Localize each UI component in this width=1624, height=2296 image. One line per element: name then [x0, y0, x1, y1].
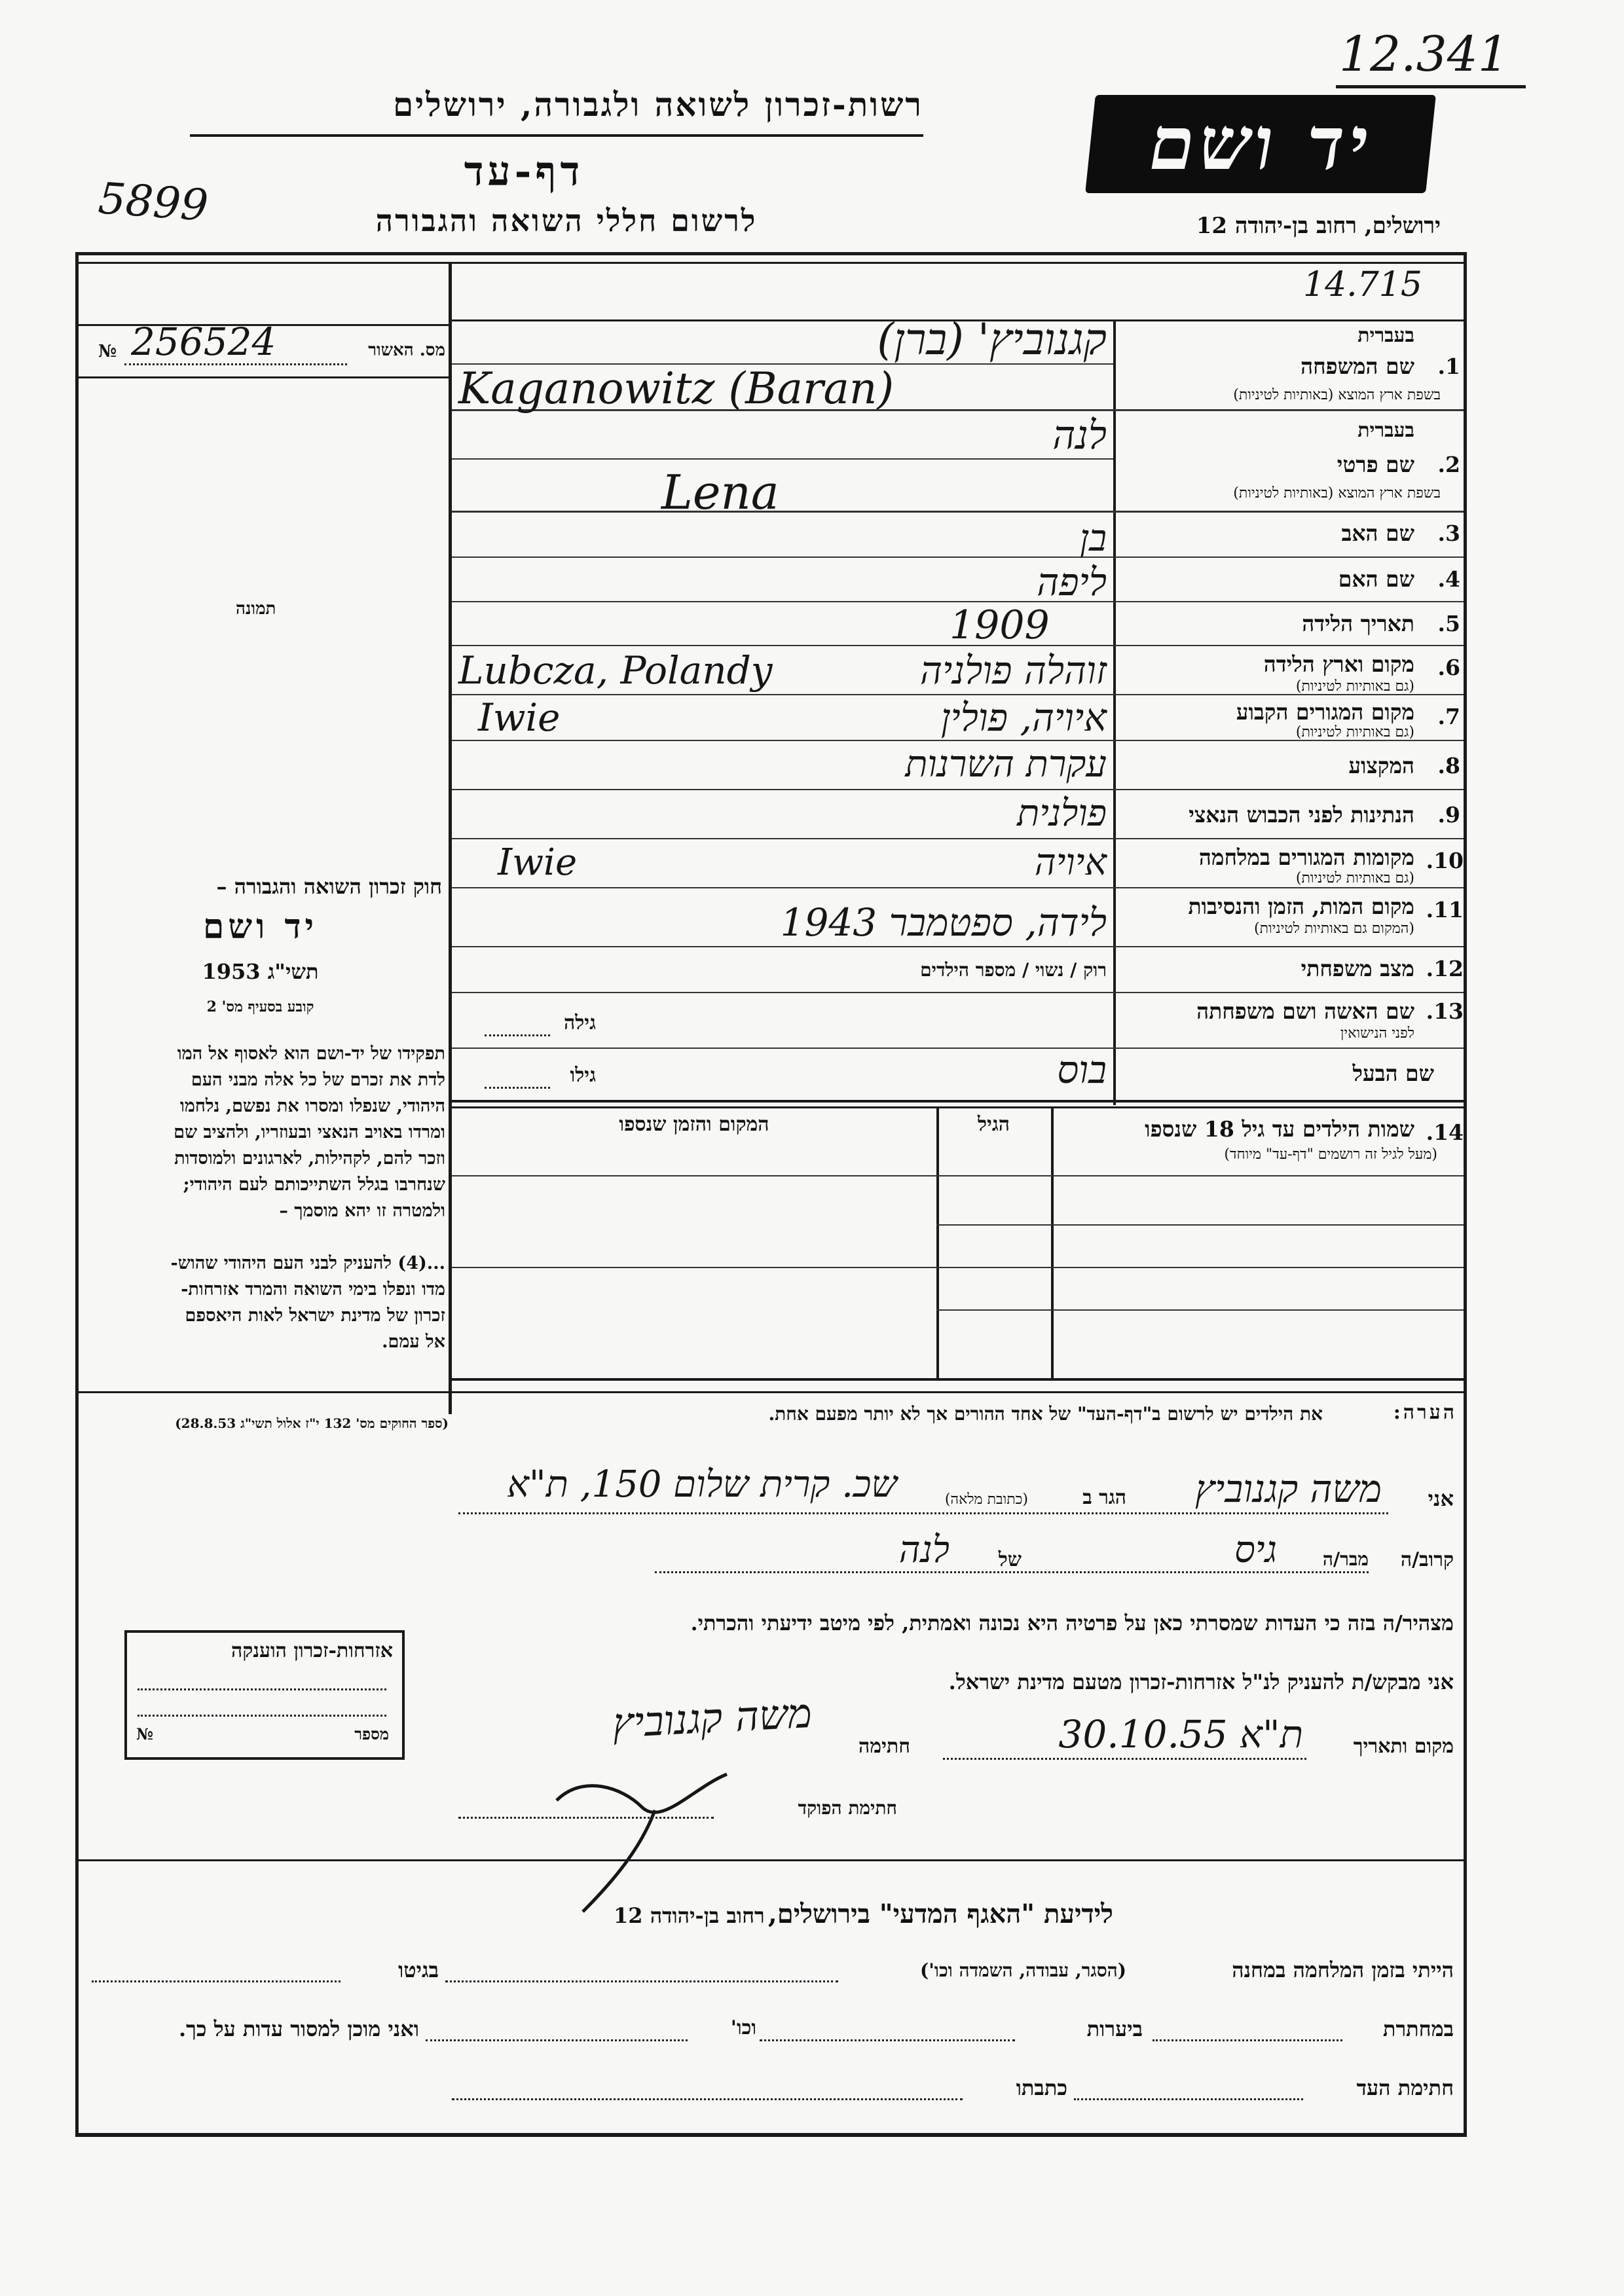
decl-officer-label: חתימת הפוקד — [798, 1797, 897, 1819]
law-paragraph-1 — [84, 1041, 445, 1224]
children-table-bottom — [452, 1378, 1464, 1381]
footer-line2-dots-3 — [426, 2039, 688, 2041]
label-column-divider — [1113, 319, 1116, 1105]
field-10-number: 10. — [1426, 848, 1464, 873]
law-p2-line: מדו ונפלו בימי השואה והמרד אזרחות- — [181, 1279, 445, 1300]
field-11-value: לידה, ספטמבר 1943 — [780, 900, 1107, 945]
field-10-value-latin: Iwie — [498, 841, 578, 884]
row-line — [452, 838, 1464, 839]
signature-flourish — [544, 1748, 753, 1918]
decl-address: שכ. קרית שלום 150, ת"א — [507, 1463, 897, 1506]
sheet-subtitle: לרשום חללי השואה והגבורה — [375, 203, 758, 238]
law-paragraph-2 — [84, 1250, 445, 1355]
law-p1-line: ולמטרה זו יהא מוסמך – — [279, 1201, 445, 1221]
field-1-script: בעברית — [1357, 324, 1414, 347]
children-place-col: המקום והזמן שנספו — [619, 1113, 769, 1136]
field-11-sub: (המקום גם באותיות לטיניות) — [1254, 920, 1414, 937]
field-11-label: מקום המות, הזמן והנסיבות — [1188, 894, 1414, 919]
decl-relation-options: מבר/ה — [1322, 1548, 1369, 1570]
frame-bottom — [75, 2133, 1467, 2137]
citizenship-no-sign: № — [136, 1724, 154, 1743]
frame-left — [75, 252, 79, 2136]
footer-line1-hint: (הסגר, עבודה, השמדה וכו') — [919, 1959, 1126, 1981]
field-10-sub: (גם באותיות לטיניות) — [1295, 870, 1414, 886]
children-row-line — [936, 1309, 1464, 1311]
field-1-label: שם המשפחה — [1301, 354, 1414, 379]
husband-age-label: גילו — [570, 1064, 596, 1087]
decl-relation-value: גיס — [1234, 1529, 1277, 1571]
footer-line2-dots — [1153, 2039, 1342, 2041]
decl-relation-dots — [655, 1571, 1369, 1573]
field-12-options: רוק / נשוי / מספר הילדים — [920, 959, 1107, 981]
field-13-number: 13. — [1426, 998, 1464, 1024]
frame-right — [1464, 252, 1467, 2136]
children-age-col: הגיל — [977, 1113, 1010, 1136]
file-number-underline — [1336, 85, 1526, 88]
field-4-label: שם האם — [1338, 566, 1414, 592]
footer-line1-dots — [445, 1980, 838, 1982]
footer-line3-dots — [1074, 2098, 1303, 2100]
citizenship-number-label: מספר — [354, 1724, 389, 1743]
approval-number: 256524 — [131, 319, 276, 364]
file-number: 12.341 — [1339, 26, 1509, 82]
footer-line2-dots-2 — [760, 2039, 1015, 2041]
law-p2-line: זכרון של מדינת ישראל לאות היאספם — [185, 1305, 445, 1326]
footer-line2-start: במחתרת — [1382, 2016, 1454, 2041]
law-p1-line: ומרדו באויב הנאצי ובעוזריו, ולהציב שם — [174, 1122, 445, 1142]
law-clause: קובע בסעיף מס' 2 — [206, 998, 314, 1015]
children-col-divider-1 — [936, 1106, 939, 1378]
yad-vashem-logo — [1085, 95, 1436, 193]
field-2-sub: בשפת ארץ המוצא (באותיות לטיניות) — [1233, 485, 1441, 501]
law-title: חוק זכרון השואה והגבורה – — [216, 874, 442, 899]
field-9-value: פולנית — [1017, 792, 1107, 835]
field-12-label: מצב משפחתי — [1301, 956, 1414, 981]
field-2-label: שם פרטי — [1337, 452, 1414, 477]
field-9-number: 9. — [1437, 802, 1460, 828]
law-p1-line: שנחרבו בגלל השתייכותם לעם היהודי; — [183, 1175, 445, 1195]
approval-label: מס. האשור — [368, 340, 445, 360]
frame-top-inner — [75, 262, 1467, 264]
footer-line2-etc: וכו' — [730, 2016, 756, 2039]
footer-line1-end: בגיטו — [398, 1958, 439, 1982]
footer-line2-end: ואני מוכן למסור עדות על כך. — [178, 2016, 419, 2041]
children-subheader: (מעל לגיל זה רושמים "דף-עד" מיוחד) — [1224, 1146, 1437, 1163]
footer-line1-dots-2 — [92, 1980, 341, 1982]
decl-signature-label: חתימה — [858, 1735, 910, 1758]
citizenship-box — [124, 1630, 405, 1760]
field-5-value: 1909 — [950, 602, 1050, 648]
field-12-number: 12. — [1426, 956, 1464, 981]
footer-line3-dots-2 — [452, 2098, 963, 2100]
children-row-line — [452, 1267, 1464, 1268]
sheet-title: דף-עד — [464, 147, 584, 195]
photo-label: תמונה — [236, 599, 276, 619]
children-row-line — [936, 1224, 1464, 1226]
row-line — [452, 789, 1464, 790]
footer-line3-end: כתבתו — [1016, 2075, 1067, 2100]
footer-line2-mid: ביערות — [1086, 2016, 1143, 2041]
law-p2-line: אל עמם. — [382, 1332, 445, 1352]
field-11-number: 11. — [1426, 897, 1464, 922]
children-col-divider-2 — [1051, 1106, 1054, 1378]
field-6-sub: (גם באותיות לטיניות) — [1295, 678, 1414, 695]
footer-top-line — [79, 1859, 1464, 1861]
decl-address-dots — [458, 1512, 1388, 1514]
footer-line1-start: הייתי בזמן המלחמה במחנה — [1232, 1958, 1454, 1982]
field-3-number: 3. — [1437, 520, 1460, 546]
header-address: ירושלים, רחוב בן-יהודה 12 — [1196, 213, 1441, 239]
field-5-label: תאריך הלידה — [1302, 611, 1414, 636]
children-number: 14. — [1426, 1120, 1464, 1145]
note-text: את הילדים יש לרשום ב"דף-העד" של אחד ההורים אך לא יותר מפעם אחת. — [768, 1403, 1323, 1425]
footer-line3-start: חתימת העד — [1356, 2075, 1454, 2100]
decl-address-hint: (כתובת מלאה) — [944, 1491, 1028, 1508]
field-3-value: בן — [1079, 517, 1107, 560]
field-5-number: 5. — [1437, 611, 1460, 636]
field-9-label: הנתינות לפני הכבוש הנאצי — [1189, 802, 1414, 828]
field-13-age-dots — [485, 1034, 550, 1036]
field-4-number: 4. — [1437, 566, 1460, 592]
decl-of: של — [998, 1548, 1022, 1571]
row-line — [452, 887, 1464, 888]
footer-address: רחוב בן-יהודה 12 — [614, 1903, 765, 1928]
field-1-value-latin: Kaganowitz (Baran) — [458, 363, 895, 414]
approval-dots — [124, 363, 347, 365]
law-p1-line: וזכר להם, לקהילות, לארגונים ולמוסדות — [174, 1148, 445, 1169]
field-1-sub: בשפת ארץ המוצא (באותיות לטיניות) — [1233, 387, 1441, 403]
row-line — [452, 511, 1464, 513]
law-name: יד ושם — [202, 907, 318, 947]
law-p2-line: ...(4) להעניק לבני העם היהודי שהוש- — [170, 1253, 445, 1273]
row-line — [452, 946, 1464, 947]
field-2-script: בעברית — [1357, 419, 1414, 442]
decl-i: אני — [1428, 1486, 1454, 1511]
authority-title: רשות-זכרון לשואה ולגבורה, ירושלים — [392, 85, 923, 124]
row-line — [452, 992, 1464, 993]
footer-title-row — [452, 1899, 1113, 1929]
citizenship-dots — [138, 1715, 386, 1717]
field-7-value-hebrew: איויה, פולין — [940, 695, 1107, 740]
field-6-value-latin: Lubcza, Polandy — [458, 648, 773, 693]
footer-title: לידיעת "האגף המדעי" בירושלים, — [767, 1899, 1113, 1929]
left-number: 5899 — [96, 173, 210, 231]
decl-witness-name: משה קגנוביץ — [1194, 1467, 1382, 1511]
field-6-value-hebrew: זוהלה פולניה — [920, 648, 1107, 693]
husband-label: שם הבעל — [1352, 1061, 1434, 1086]
decl-request: אני מבקש/ת להעניק לנ"ל אזרחות-זכרון מטעם מדינת ישראל. — [948, 1669, 1454, 1694]
decl-place-date-label: מקום ותאריך — [1353, 1735, 1454, 1758]
field-13-label: שם האשה ושם משפחתה — [1196, 998, 1414, 1024]
decl-place-dots — [943, 1758, 1306, 1760]
field-10-value-hebrew: איויה — [1034, 841, 1107, 884]
section-line — [452, 1100, 1464, 1102]
law-p1-line: היהודי, שנפלו ומסרו את נפשם, נלחמו — [179, 1096, 445, 1116]
field-8-number: 8. — [1437, 753, 1460, 778]
field-6-number: 6. — [1437, 655, 1460, 680]
decl-place-date: ת"א 30.10.55 — [1058, 1712, 1303, 1757]
field-4-value: ליפה — [1037, 560, 1107, 604]
field-2-value-latin: Lena — [661, 465, 779, 520]
field-2-number: 2. — [1437, 452, 1460, 477]
approval-bottom-line — [79, 376, 449, 378]
field-1-value-hebrew: קגנוביץ' (ברן) — [877, 314, 1107, 365]
children-table-top — [452, 1106, 1464, 1108]
decl-officer-dots — [458, 1817, 714, 1819]
field-7-sub: (גם באותיות לטיניות) — [1295, 724, 1414, 740]
citizenship-title: אזרחות-זכרון הוענקה — [231, 1639, 393, 1662]
field-6-label: מקום וארץ הלידה — [1263, 651, 1414, 677]
frame-top — [75, 252, 1467, 255]
authority-underline — [190, 134, 923, 137]
law-p1-line: לדת את זכרם של כל אלה מבני העם — [191, 1070, 445, 1090]
note-prefix: הערה: — [1393, 1401, 1457, 1424]
field-8-label: המקצוע — [1348, 753, 1414, 778]
registration-code: 14.715 — [1303, 265, 1422, 304]
logo-text: יד ושם — [1149, 101, 1373, 187]
field-3-label: שם האב — [1341, 520, 1414, 546]
husband-age-dots — [485, 1087, 550, 1089]
field-7-label: מקום המגורים הקבוע — [1236, 699, 1414, 725]
approval-no-sign: № — [98, 342, 117, 361]
law-p1-line: תפקידו של יד-ושם הוא לאסוף אל המו — [177, 1044, 445, 1064]
field-13-sub: לפני הנישואין — [1340, 1025, 1414, 1042]
field-2-value-hebrew: לנה — [1052, 412, 1107, 458]
note-top-line — [79, 1391, 1464, 1393]
decl-signature: משה קגנוביץ — [611, 1688, 813, 1747]
citizenship-dots — [138, 1688, 386, 1690]
husband-value: בוס — [1057, 1048, 1107, 1092]
field-10-label: מקומות המגורים במלחמה — [1198, 845, 1414, 870]
field-7-value-latin: Iwie — [478, 695, 561, 740]
decl-of-value: לנה — [898, 1529, 950, 1571]
decl-relative: קרוב/ה — [1400, 1548, 1454, 1571]
law-source: (ספר החוקים מס' 132 י"ז אלול תשי"ג 28.8.53) — [175, 1415, 449, 1431]
field-1-number: 1. — [1437, 354, 1460, 379]
field-7-number: 7. — [1437, 704, 1460, 729]
row-line — [452, 458, 1113, 460]
children-header-line — [452, 1175, 1464, 1176]
law-year: תשי"ג 1953 — [202, 959, 319, 984]
decl-resides: הגר ב — [1082, 1486, 1126, 1509]
children-header: שמות הילדים עד גיל 18 שנספו — [1145, 1116, 1414, 1142]
field-8-value: עקרת השרנות — [905, 743, 1107, 786]
decl-statement: מצהיר/ה בזה כי העדות שמסרתי כאן על פרטיה היא נכונה ואמתית, לפי מיטב ידיעתי והכרתי. — [690, 1611, 1454, 1635]
field-13-age-label: גילה — [563, 1011, 596, 1034]
